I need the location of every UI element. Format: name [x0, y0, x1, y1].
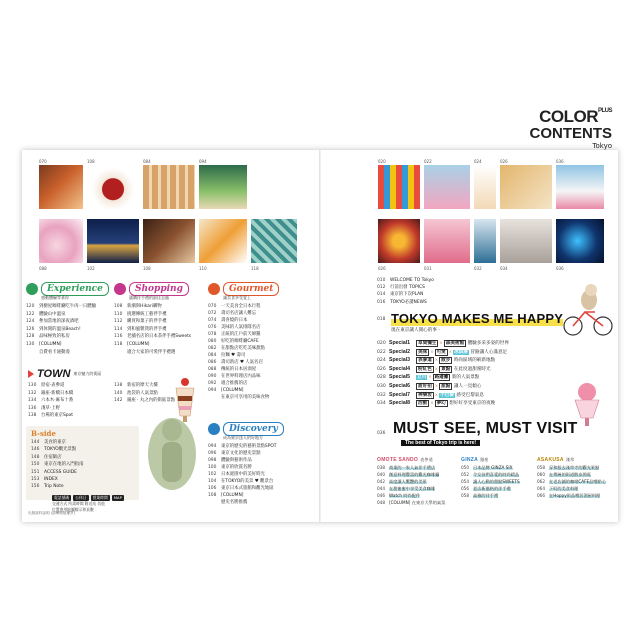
toc-item[interactable]: 094 東京的歷史的藝術景點SPOT [208, 444, 277, 449]
toc-item[interactable]: 142 銀座 · 丸之內的街區景點 [114, 398, 176, 404]
brand-plus: PLUS [597, 108, 612, 114]
photo-number: 032 [474, 266, 482, 271]
special-item[interactable]: 026 Special4 粉紅色 × 景點 在此度過甜蜜時光 [377, 365, 491, 372]
discovery-globe-icon [208, 423, 220, 435]
happy-page-number: 018 [377, 317, 386, 322]
special-item[interactable]: 020 Special1 草間彌生 × 森美術館 體驗多采多姿的世界 [377, 340, 509, 346]
toc-item[interactable]: 060 在傳統的街道散步閒逛 [537, 472, 591, 477]
town-list-2 [114, 382, 175, 405]
must-page-number: 036 [377, 431, 386, 436]
photo-chocolate [142, 218, 196, 264]
photo-number: 034 [500, 266, 508, 271]
toc-item[interactable]: 108 新潮與Hikari購物 [114, 304, 162, 309]
photo-lanterns [377, 218, 421, 264]
toc-item[interactable]: 124 參加當地的深夜酒吧 [26, 319, 79, 325]
toc-item[interactable]: 040 創意料理豐富的觀光咖啡廳 [377, 472, 440, 477]
area-ginza [461, 456, 535, 499]
toc-item[interactable]: 116 老舖名店的日本茶伴手禮Sweets [114, 334, 192, 340]
photo-number: 020 [378, 159, 386, 164]
toc-item[interactable]: 092 適合推薦的店 [208, 381, 248, 386]
toc-item[interactable]: 138 新宿的摩天大樓 [114, 383, 158, 388]
discovery-list [208, 443, 276, 506]
toc-item[interactable]: 072 壽司名店讓人難忘 [208, 311, 257, 316]
photo-number: 026 [378, 266, 386, 271]
area-name-jp: 表參道 [420, 457, 433, 462]
intro-list [377, 277, 434, 306]
toc-item[interactable]: 136 淺草·上野 [28, 405, 60, 411]
gourmet-list [208, 303, 269, 401]
gourmet-subtitle: 讓美食享受愛上 [223, 295, 251, 300]
shopping-header [114, 282, 189, 300]
toc-item[interactable]: 016 TOKYO必讀NEWS [377, 299, 427, 305]
toc-item[interactable]: 052 令女孩們喜愛的時尚精品 [461, 472, 520, 477]
experience-list [26, 303, 96, 356]
toc-item[interactable]: 056 老店新風格的伴手禮 [461, 486, 511, 491]
photo-drink-cup [555, 164, 605, 210]
gourmet-header [208, 282, 279, 300]
toc-item[interactable]: 038 商業的一家人氣伴手禮店 [377, 465, 436, 470]
town-list [28, 382, 73, 420]
photo-tea-set [198, 218, 248, 264]
photo-number: 108 [87, 159, 95, 164]
brand-line2: CONTENTS [529, 125, 612, 142]
toc-item[interactable]: 134 六本木·麻布十番 [28, 398, 74, 404]
photo-street [423, 164, 471, 210]
photo-number: 110 [199, 266, 207, 271]
discovery-title: Discovery [223, 422, 284, 436]
photo-number: 102 [87, 266, 95, 271]
toc-item[interactable]: 098 體驗與藝術作品 [208, 458, 252, 463]
shopping-bag-icon [114, 283, 126, 295]
experience-title: Experience [41, 282, 109, 296]
book-spread [22, 150, 618, 522]
special-item[interactable]: 022 Special2 美味 × 可愛 × 冰淇淋 冒險讓人心滿意足 [377, 348, 508, 355]
toc-item[interactable]: 146 TOKYO觀光景點 [31, 447, 77, 453]
area-name: GINZA [461, 457, 479, 463]
toc-item[interactable]: 050 日本品牌 GINZA SIX [461, 465, 513, 470]
photo-meat-dish [38, 164, 84, 210]
photo-sweets-tray [142, 164, 196, 210]
arrow-right-icon [28, 370, 34, 378]
toc-item[interactable]: 062 在老店鋪的咖啡CAFE品嚐點心 [537, 479, 606, 484]
toc-item[interactable]: 084 拉麵 ♥ 壽司 [208, 353, 246, 358]
special-item[interactable]: 034 Special8 活動 × 夢幻 想好好享受東京的夜晚 [377, 400, 496, 407]
photo-number: 036 [556, 266, 564, 271]
area-name-jp: 銀座 [480, 457, 489, 462]
special-item[interactable]: 028 Special5 立川 × 路邊攤 新的人氣景點 [377, 374, 480, 381]
toc-item[interactable]: 054 讓人心動的甜點SWEETS [461, 479, 520, 484]
happy-title: TOKYO MAKES ME HAPPY [391, 311, 564, 326]
toc-item[interactable]: 適合大家的可愛伴手禮選 [127, 349, 176, 355]
photo-colorful-wall [377, 164, 421, 210]
toc-item[interactable]: 080 好吃的咖啡廳CAFE [208, 339, 259, 344]
toc-item[interactable]: 044 在甜蜜蜜中享受美食咖啡 [377, 486, 436, 491]
special-item[interactable]: 030 Special6 甜好拍 × 甜點 讓人一見傾心 [377, 382, 482, 389]
experience-icon [26, 283, 38, 295]
photo-soft-cream [473, 164, 497, 210]
bicycle-dog-illustration [561, 278, 615, 338]
toc-item[interactable]: 082 在甜點店吃吃美味甜點 [208, 346, 265, 351]
bside-list [31, 439, 84, 491]
toc-item[interactable]: 153 INDEX [31, 477, 58, 483]
town-header [28, 368, 101, 380]
toc-item[interactable]: 078 正統的江戶前天婦羅 [208, 332, 261, 337]
brand-city: Tokyo [592, 142, 612, 150]
photo-night-light [555, 218, 605, 264]
special-item[interactable]: 024 Special3 表參道 × 散步 時尚區域的嶄新地點 [377, 357, 496, 364]
toc-item[interactable]: 126 到休閒的溫泉Beach! [26, 326, 81, 332]
toc-item[interactable]: 066 在Hoppy街品嚐居酒屋料理 [537, 493, 601, 498]
photo-pink-cake [38, 218, 84, 264]
photo-storefront [473, 218, 497, 264]
toc-item[interactable]: 094 [COLUMN] [208, 388, 244, 393]
legend-note: 位置會用地圖標示和頁數 [52, 507, 94, 512]
toc-item[interactable]: 058 高雅的伴手禮 [461, 493, 499, 498]
gourmet-fork-icon [208, 283, 220, 295]
photo-number: 094 [199, 159, 207, 164]
photo-pattern-fabric [250, 218, 298, 264]
statue-illustration [142, 408, 202, 492]
toc-item[interactable]: 118 [COLUMN] [114, 341, 150, 347]
brand-line1: COLOR [539, 107, 598, 126]
toc-item[interactable]: 048 [COLUMN] 在東京大學的氣氛 [377, 500, 446, 505]
toc-item[interactable]: 012 行前出發 TOPICS [377, 285, 425, 291]
experience-header [26, 282, 109, 300]
toc-item[interactable]: 010 WELCOME TO Tokyo [377, 278, 434, 283]
special-item[interactable]: 032 Special7 神樂坂 × 小巴黎 感受巴黎氣息 [377, 391, 484, 398]
toc-item[interactable]: 128 品味極致的私房 [26, 334, 70, 340]
toc-item[interactable]: 104 在TOKYO的美景 ♥ 觀景台 [208, 479, 274, 484]
photo-matcha-dessert [198, 164, 248, 210]
toc-item[interactable]: 100 東京的欣賞名勝 [208, 465, 252, 470]
shopping-subtitle: 選購伴手禮的最佳去處 [129, 295, 169, 300]
toc-item[interactable]: 070 一天美食全日本行程 [208, 304, 261, 309]
photo-number: 088 [39, 266, 47, 271]
toc-item[interactable]: 074 壽喜燒的日本 [208, 318, 248, 323]
area-asakusa [537, 456, 611, 499]
discovery-subtitle: 成為東京達人的好地方 [223, 435, 263, 440]
toc-item[interactable]: 120 到樹屋咖啡廳吃牛肉一日體驗 [26, 304, 97, 309]
toc-item[interactable]: 156 Trip Note [31, 484, 64, 490]
must-tagline: The best of Tokyo trip is here! [401, 440, 480, 446]
legend-chip: 電話號碼 [54, 495, 70, 500]
toc-item[interactable]: 102 日本庭園中的美好時光 [208, 472, 265, 477]
legend-chip: 營業時間 [92, 495, 108, 500]
toc-item[interactable]: 076 美味的人氣排隊名店 [208, 325, 261, 330]
left-page [22, 150, 319, 522]
toc-item[interactable]: 096 東京文化的歷史景點 [208, 451, 261, 456]
photo-pancake [499, 164, 553, 210]
toc-item[interactable]: 144 美食的東京 [31, 440, 66, 445]
toc-item[interactable]: 122 體驗山中溫泉 [26, 311, 66, 317]
legend-chip: MAP [113, 495, 122, 500]
area-name-jp: 淺草 [565, 457, 575, 462]
legend-line: 交通方式 所需時間 附近站 其他 [52, 501, 105, 506]
toc-item[interactable]: 138 台場的東京Spot [28, 413, 73, 419]
photo-number: 084 [143, 159, 151, 164]
town-title: TOWN [37, 368, 71, 380]
area-name: OMOTE SANDO [377, 457, 419, 463]
toc-item[interactable]: 086 壽司新店 ♥ 人氣名店 [208, 360, 263, 365]
shopping-title: Shopping [129, 282, 189, 296]
toc-item[interactable]: 歷史名勝推薦 [221, 500, 248, 505]
happy-subtitle: 現在東京讓人開心的事 · [391, 328, 440, 333]
photo-night-bridge [86, 218, 140, 264]
toc-item[interactable]: 151 ACCESS GUIDE [31, 469, 77, 475]
photo-number: 036 [556, 159, 564, 164]
toc-item[interactable]: 106 東京日本式旅館和觀光地區 [208, 486, 274, 491]
brand-logo [530, 108, 613, 150]
toc-item[interactable]: 148 住宿飯店 [31, 454, 62, 460]
photo-pink-shop [423, 218, 471, 264]
toc-item[interactable]: 058 穿和服去淺草寺的觀光景點 [537, 465, 600, 470]
toc-item[interactable]: 108 [COLUMN] [208, 493, 244, 498]
toc-item[interactable]: 110 挑選傳統工藝伴手禮 [114, 311, 167, 317]
photo-building [499, 218, 553, 264]
photo-red-bowl [86, 164, 140, 210]
photo-number: 024 [474, 159, 482, 164]
photo-number: 022 [424, 159, 432, 164]
bside-box [26, 426, 139, 500]
experience-subtitle: 感動體驗等著你 [41, 295, 69, 300]
toc-item[interactable]: 042 高度讓人驚艷的美景 [377, 479, 427, 484]
right-page [321, 150, 618, 522]
toc-item[interactable]: 自費看卡通動漫 [39, 349, 70, 355]
toc-item[interactable]: 064 下町的美食料理 [537, 486, 579, 491]
area-name: ASAKUSA [537, 457, 564, 463]
toc-item[interactable]: 在東京可享用的美味食物 [221, 395, 270, 400]
toc-item[interactable]: 114 到和風雜貨的伴手禮 [114, 326, 167, 332]
shopping-list [114, 303, 191, 356]
legend-chip: 公休日 [75, 495, 87, 500]
photo-number: 026 [500, 159, 508, 164]
toc-item[interactable]: 112 購買和菓子的伴手禮 [114, 319, 167, 325]
photo-number: 070 [39, 159, 47, 164]
toc-item[interactable]: 046 Watch 時尚配件 [377, 493, 421, 498]
toc-item[interactable]: 150 東京在地的入門指南 [31, 462, 84, 468]
page-footer: 出版資料說明 (請參閱版權頁) [28, 511, 76, 515]
town-subtitle: 東京魅力的街區 [73, 371, 102, 376]
toc-item[interactable]: 132 銀座·新橋日本橋 [28, 390, 74, 396]
photo-number: 118 [251, 266, 259, 271]
photo-number: 031 [424, 266, 432, 271]
toc-item[interactable]: 130 原宿·表參道 [28, 383, 65, 388]
toc-item[interactable]: 088 傳統的日本居酒屋 [208, 367, 257, 372]
discovery-header [208, 422, 284, 440]
toc-item[interactable]: 130 [COLUMN] [26, 341, 62, 347]
toc-item[interactable]: 090 在世界料理店內品味 [208, 374, 261, 379]
area-omotesando [377, 456, 451, 506]
bside-title: B-side [31, 429, 56, 438]
photo-number: 108 [143, 266, 151, 271]
must-title: MUST SEE, MUST VISIT [393, 420, 578, 437]
gourmet-title: Gourmet [223, 282, 279, 296]
toc-item[interactable]: 014 東京的下次PLAN [377, 292, 424, 298]
toc-item[interactable]: 140 池袋的人氣景點 [114, 390, 158, 396]
special-list [377, 339, 509, 408]
